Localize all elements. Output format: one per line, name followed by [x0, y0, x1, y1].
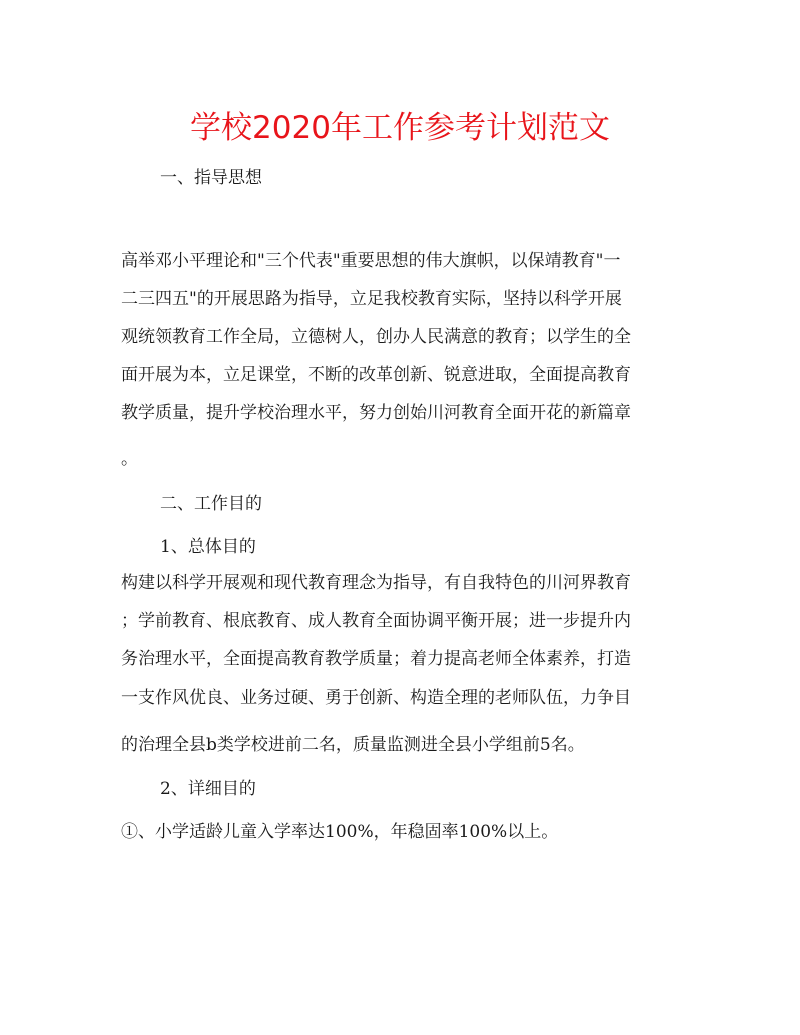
paragraph-line: 的治理全县b类学校进前二名，质量监测进全县小学组前5名。 [121, 735, 585, 755]
paragraph-line: 构建以科学开展观和现代教育理念为指导，有自我特色的川河界教育 [121, 573, 631, 593]
paragraph-line: 高举邓小平理论和"三个代表"重要思想的伟大旗帜，以保靖教育"一 [121, 251, 621, 271]
heading-work-goals: 二、工作目的 [160, 494, 262, 514]
heading-guiding-ideology: 一、指导思想 [160, 168, 262, 188]
document-title: 学校2020年工作参考计划范文 [190, 110, 610, 146]
paragraph-line: 教学质量，提升学校治理水平，努力创始川河教育全面开花的新篇章 [121, 403, 631, 423]
paragraph-line: 观统领教育工作全局，立德树人，创办人民满意的教育；以学生的全 [121, 327, 631, 347]
paragraph-line: 二三四五"的开展思路为指导，立足我校教育实际，坚持以科学开展 [121, 289, 622, 309]
paragraph-line: ；学前教育、根底教育、成人教育全面协调平衡开展；进一步提升内 [121, 611, 631, 631]
paragraph-line: 务治理水平，全面提高教育教学质量；着力提高老师全体素养，打造 [121, 649, 631, 669]
list-item-enrollment-rate: ①、小学适龄儿童入学率达100%，年稳固率100%以上。 [121, 822, 559, 842]
paragraph-line: 。 [121, 449, 138, 469]
subheading-overall-goals: 1、总体目的 [160, 537, 256, 557]
paragraph-line: 一支作风优良、业务过硬、勇于创新、构造全理的老师队伍，力争目 [121, 688, 631, 708]
paragraph-line: 面开展为本，立足课堂，不断的改革创新、锐意进取，全面提高教育 [121, 365, 631, 385]
subheading-detailed-goals: 2、详细目的 [160, 779, 256, 799]
